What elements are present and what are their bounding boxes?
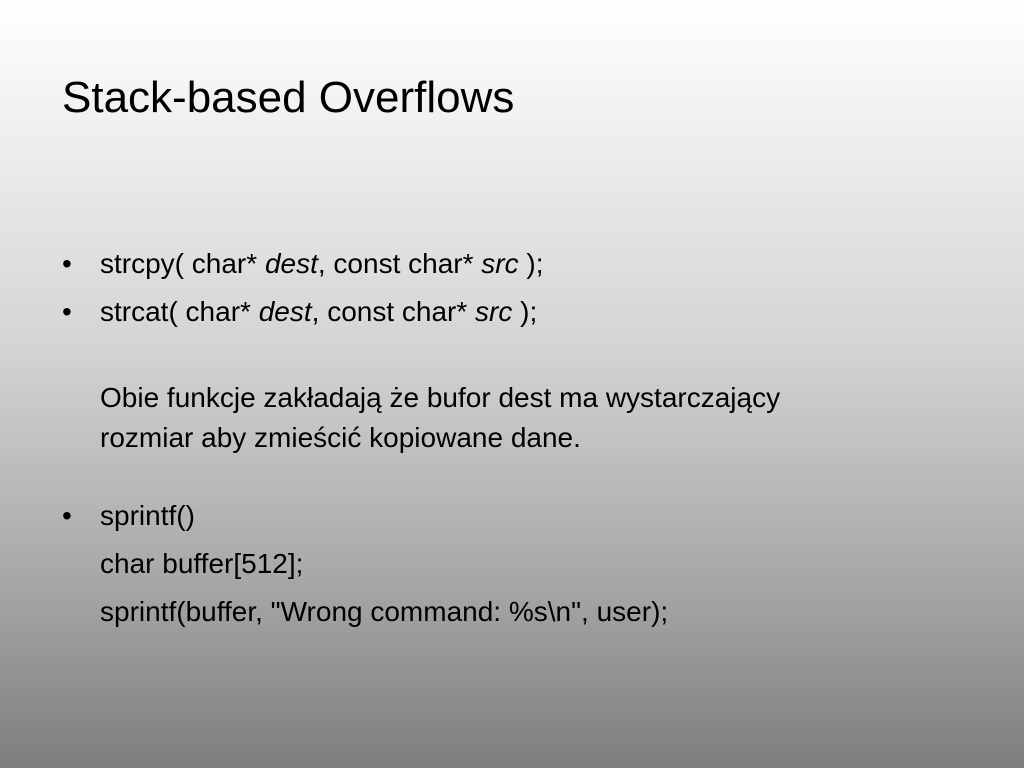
note-line-2: rozmiar aby zmieścić kopiowane dane.: [100, 422, 581, 453]
code-line-sprintf-call: sprintf(buffer, "Wrong command: %s\n", user);: [100, 596, 669, 627]
bullet-sprintf: • sprintf(): [62, 496, 962, 536]
slide-title: Stack-based Overflows: [62, 73, 515, 122]
slide-body: [62, 244, 962, 632]
strcat-src-param: src: [475, 296, 513, 327]
strcpy-middle: , const char*: [317, 248, 482, 279]
strcat-dest-param: dest: [258, 296, 312, 327]
bullet-strcpy: [62, 244, 962, 284]
strcat-prefix: strcat( char*: [100, 296, 259, 327]
code-line-buffer: char buffer[512];: [100, 548, 304, 579]
strcpy-dest-param: dest: [264, 248, 318, 279]
strcpy-suffix: );: [518, 248, 544, 279]
strcat-suffix: );: [512, 296, 538, 327]
bullet-strcat: [62, 292, 962, 332]
strcpy-prefix: strcpy( char*: [100, 248, 265, 279]
strcat-middle: , const char*: [311, 296, 476, 327]
note-paragraph: [62, 378, 962, 458]
strcpy-src-param: src: [481, 248, 519, 279]
note-line-1: Obie funkcje zakładają że bufor dest ma wystarczający: [100, 382, 781, 413]
